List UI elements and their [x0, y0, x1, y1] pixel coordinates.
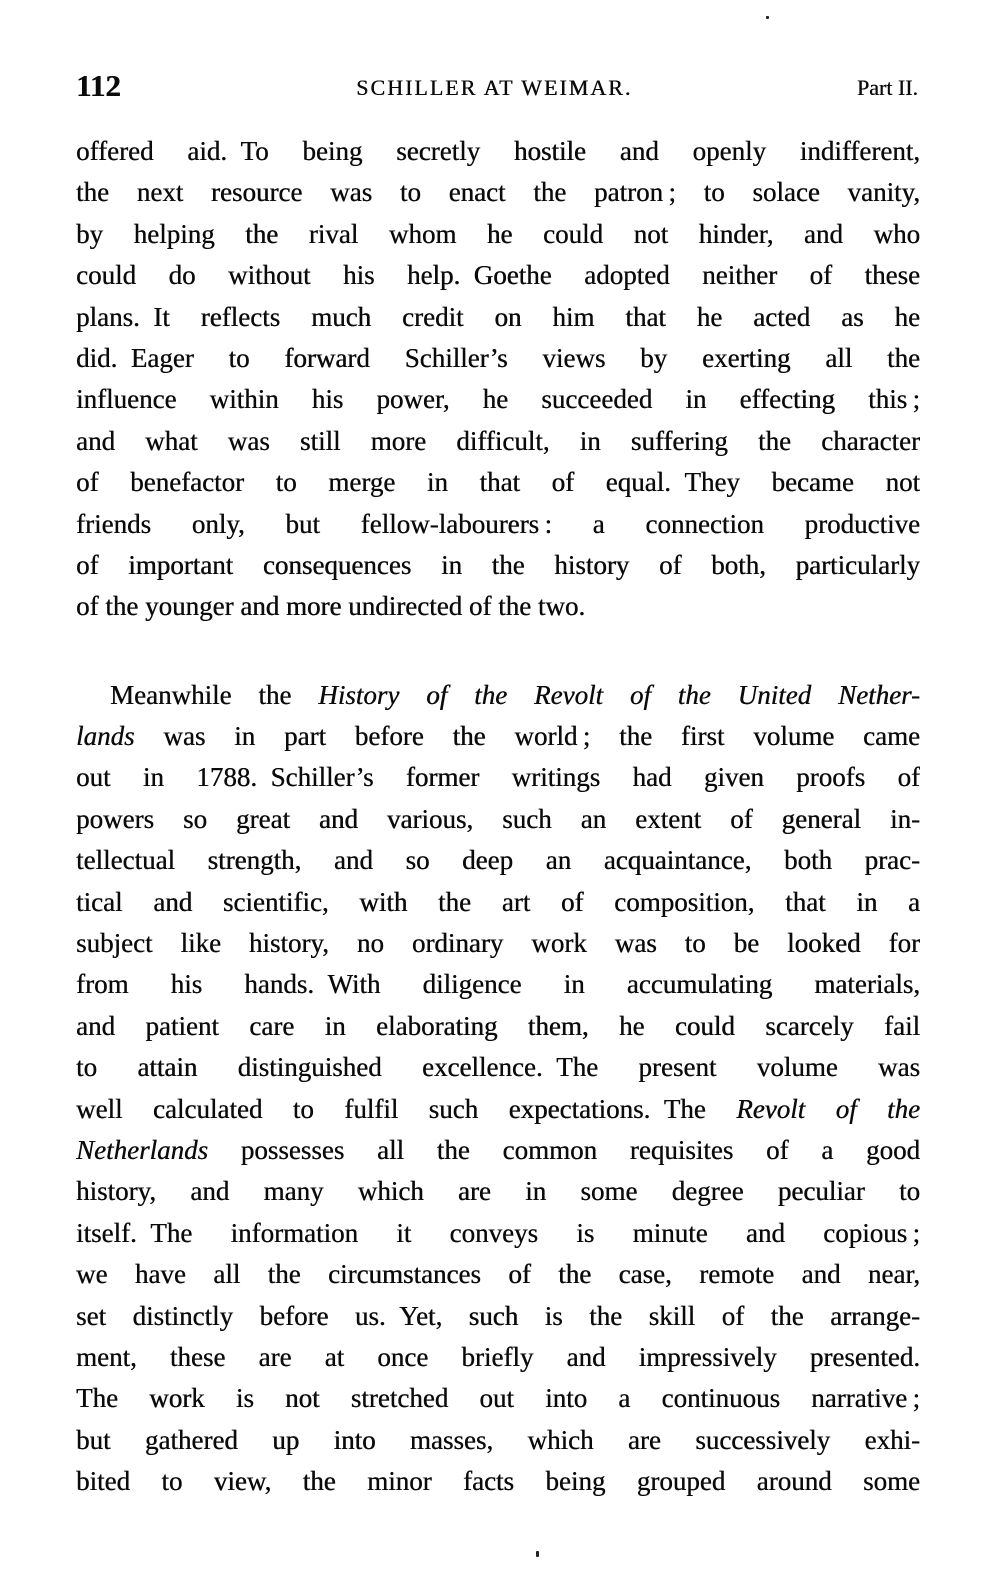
text-line: [76, 1420, 920, 1461]
text-line: [76, 1254, 920, 1295]
part-label: Part II.: [856, 75, 918, 100]
text-run: and what was still more difficult, in suffering the character: [76, 425, 920, 456]
text-run: history, and many which are in some degree peculiar to: [76, 1176, 920, 1207]
text-run: to attain distinguished excellence. The present volume was: [76, 1052, 920, 1083]
paragraph-1: [76, 131, 920, 628]
text-line: [76, 131, 920, 172]
text-run: ment, these are at once briefly and impressively presented.: [76, 1341, 920, 1372]
italic-text: History of the Revolt of the United Nether-: [318, 679, 920, 710]
scan-speck: [536, 1551, 539, 1557]
text-run: from his hands. With diligence in accumulating materials,: [76, 969, 920, 1000]
text-run: was in part before the world ; the first volume came: [134, 721, 920, 752]
page-number: 112: [76, 68, 121, 103]
italic-text: Revolt of the: [736, 1093, 920, 1124]
text-run: out in 1788. Schiller’s former writings had given proofs of: [76, 762, 920, 793]
text-line: [76, 338, 920, 379]
text-line: [76, 379, 920, 420]
body-text: [76, 131, 920, 1503]
text-line: [76, 586, 920, 627]
text-line: [76, 1047, 920, 1088]
text-line: [76, 255, 920, 296]
text-line: [76, 545, 920, 586]
text-run: powers so great and various, such an extent of general in-: [76, 803, 920, 834]
text-run: itself. The information it conveys is minute and copious ;: [76, 1217, 920, 1248]
text-run: could do without his help. Goethe adopted neither of these: [76, 260, 920, 291]
text-line: [76, 882, 920, 923]
text-run: tical and scientific, with the art of composition, that in a: [76, 886, 920, 917]
text-run: Meanwhile the: [110, 679, 319, 710]
text-run: of benefactor to merge in that of equal. They became not: [76, 467, 920, 498]
text-line: [76, 297, 920, 338]
text-line: [76, 964, 920, 1005]
text-line: [76, 1461, 920, 1502]
text-line: [76, 1296, 920, 1337]
text-run: the next resource was to enact the patron ; to solace vanity,: [76, 177, 920, 208]
text-run: bited to view, the minor facts being grouped around some: [76, 1466, 920, 1497]
text-line: [76, 504, 920, 545]
text-run: subject like history, no ordinary work was to be looked for: [76, 928, 920, 959]
paragraph-2: [76, 675, 920, 1503]
text-line: [76, 1171, 920, 1212]
text-run: by helping the rival whom he could not hinder, and who: [76, 218, 920, 249]
text-line: [76, 799, 920, 840]
text-run: did. Eager to forward Schiller’s views by exerting all the: [76, 342, 920, 373]
italic-text: Netherlands: [76, 1134, 208, 1165]
text-line: [76, 716, 920, 757]
running-title: SCHILLER AT WEIMAR.: [356, 75, 633, 100]
scan-speck: [766, 16, 769, 19]
text-line: [76, 214, 920, 255]
text-line: [76, 1378, 920, 1419]
text-run: but gathered up into masses, which are successively exhi-: [76, 1424, 920, 1455]
text-line: [76, 1337, 920, 1378]
text-line: [76, 840, 920, 881]
text-line: [76, 757, 920, 798]
text-run: of important consequences in the history of both, particularly: [76, 549, 920, 580]
text-line: [76, 1130, 920, 1171]
text-run: well calculated to fulfil such expectations. The: [76, 1093, 737, 1124]
page-header: [76, 68, 918, 104]
text-line: [76, 675, 920, 716]
text-line: [76, 172, 920, 213]
text-run: possesses all the common requisites of a good: [208, 1134, 920, 1165]
text-line: [76, 923, 920, 964]
text-run: influence within his power, he succeeded in effecting this ;: [76, 384, 920, 415]
text-run: we have all the circumstances of the case, remote and near,: [76, 1259, 920, 1290]
text-run: offered aid. To being secretly hostile and openly indifferent,: [76, 136, 920, 166]
text-line: [76, 1213, 920, 1254]
text-line: [76, 1089, 920, 1130]
italic-text: lands: [76, 721, 135, 752]
text-run: The work is not stretched out into a continuous narrative ;: [76, 1383, 920, 1414]
text-run: tellectual strength, and so deep an acquaintance, both prac-: [76, 845, 920, 876]
text-run: of the younger and more undirected of the two.: [76, 591, 586, 622]
text-line: [76, 1006, 920, 1047]
text-run: plans. It reflects much credit on him that he acted as he: [76, 301, 920, 332]
text-run: friends only, but fellow-labourers : a connection productive: [76, 508, 920, 539]
text-line: [76, 421, 920, 462]
text-line: [76, 462, 920, 503]
text-run: set distinctly before us. Yet, such is the skill of the arrange-: [76, 1300, 920, 1331]
text-run: and patient care in elaborating them, he could scarcely fail: [76, 1010, 920, 1041]
